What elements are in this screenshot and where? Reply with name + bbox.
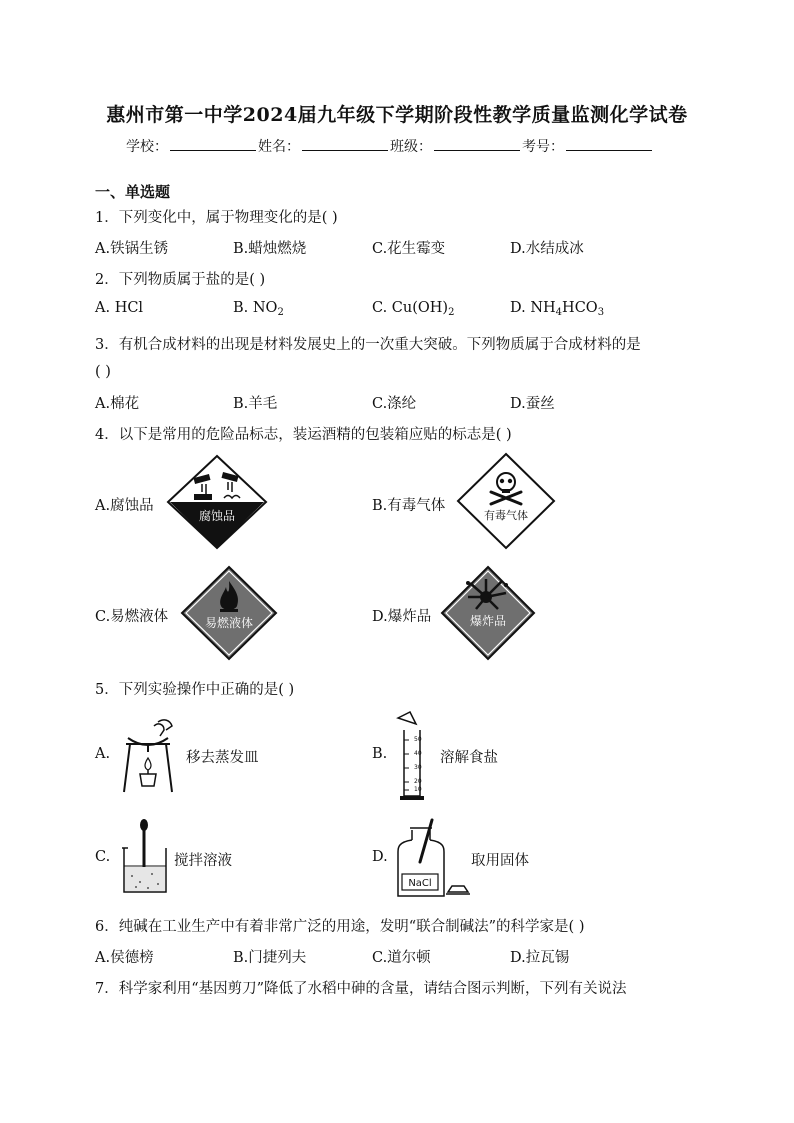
explosive-sign-label: 爆炸品 (469, 614, 507, 628)
q2-c-text: C. Cu(OH) (372, 300, 449, 316)
q6-option-c: C.道尔顿 (372, 950, 431, 966)
q2-d-sub2: 3 (597, 307, 605, 318)
toxic-gas-sign-icon (456, 452, 556, 550)
explosive-sign-icon (440, 565, 536, 661)
flammable-liquid-sign-label: 易燃液体 (204, 616, 254, 630)
q3-stem-line2: ( ) (95, 364, 111, 380)
q7-stem: 7．科学家利用“基因剪刀”降低了水稻中砷的含量，请结合图示判断，下列有关说法 (95, 981, 627, 997)
cylinder-mark-50: 50 (414, 736, 422, 743)
q3-option-b: B.羊毛 (233, 396, 278, 412)
q1-stem: 1．下列变化中，属于物理变化的是( ) (95, 210, 338, 226)
q3-stem-line1: 3．有机合成材料的出现是材料发展史上的一次重大突破。下列物质属于合成材料的是 (95, 337, 641, 353)
exam-title: 惠州市第一中学2024届九年级下学期阶段性教学质量监测化学试卷 (106, 104, 688, 126)
reagent-bottle-spatula-icon (394, 818, 470, 898)
q2-option-d (510, 300, 604, 318)
q3-option-a: A.棉花 (95, 396, 140, 412)
name-blank[interactable] (302, 136, 388, 151)
q2-option-a: A. HCl (95, 300, 144, 316)
number-label: 考号： (522, 139, 564, 155)
q5-caption-a: 移去蒸发皿 (186, 750, 259, 766)
q1-option-b: B.蜡烛燃烧 (233, 241, 307, 257)
q2-d-text2: HCO (562, 300, 598, 316)
cylinder-mark-20: 20 (414, 778, 422, 785)
section-heading: 一、单选题 (95, 183, 171, 201)
q4-stem: 4．以下是常用的危险品标志，装运酒精的包装箱应贴的标志是( ) (95, 427, 512, 443)
q6-option-b: B.门捷列夫 (233, 950, 307, 966)
q1-option-c: C.花生霉变 (372, 241, 446, 257)
q4-option-d: D.爆炸品 (372, 609, 432, 625)
q6-option-d: D.拉瓦锡 (510, 950, 570, 966)
evaporating-dish-setup-icon (120, 712, 176, 796)
q2-d-text1: D. NH (510, 300, 556, 316)
q5-option-d-letter: D. (372, 849, 388, 865)
toxic-gas-sign-label: 有毒气体 (484, 509, 528, 522)
q5-caption-c: 搅拌溶液 (174, 853, 232, 869)
q2-option-c (372, 300, 454, 318)
student-info-line (126, 136, 654, 156)
class-label: 班级： (390, 139, 432, 155)
q1-option-a: A.铁锅生锈 (95, 241, 169, 257)
q2-b-text: B. NO (233, 300, 278, 316)
graduated-cylinder-icon (392, 710, 432, 804)
bottle-label-text: NaCl (408, 878, 432, 889)
q5-option-a-letter: A. (95, 746, 111, 762)
q2-b-sub: 2 (277, 307, 284, 318)
corrosive-sign-icon (166, 454, 268, 550)
cylinder-mark-10: 10 (414, 786, 422, 793)
q3-option-d: D.蚕丝 (510, 396, 555, 412)
class-blank[interactable] (434, 136, 520, 151)
q2-stem: 2．下列物质属于盐的是( ) (95, 272, 266, 288)
cylinder-mark-30: 30 (414, 764, 422, 771)
q2-d-sub1: 4 (555, 307, 563, 318)
q4-option-c: C.易燃液体 (95, 609, 169, 625)
q4-option-a: A.腐蚀品 (95, 498, 154, 514)
number-blank[interactable] (566, 136, 652, 151)
name-label: 姓名： (258, 139, 300, 155)
q1-option-d: D.水结成冰 (510, 241, 584, 257)
q5-caption-d: 取用固体 (471, 853, 529, 869)
cylinder-mark-40: 40 (414, 750, 422, 757)
school-blank[interactable] (170, 136, 256, 151)
q5-option-b-letter: B. (372, 746, 388, 762)
q4-option-b: B.有毒气体 (372, 498, 446, 514)
flammable-liquid-sign-icon (180, 565, 278, 661)
q6-option-a: A.侯德榜 (95, 950, 154, 966)
q5-caption-b: 溶解食盐 (440, 750, 498, 766)
q5-option-c-letter: C. (95, 849, 111, 865)
q3-option-c: C.涤纶 (372, 396, 417, 412)
school-label: 学校： (126, 139, 168, 155)
corrosive-sign-label: 腐蚀品 (198, 509, 236, 523)
q2-option-b (233, 300, 284, 318)
q2-c-sub: 2 (448, 307, 455, 318)
beaker-stirring-icon (120, 818, 174, 896)
q6-stem: 6．纯碱在工业生产中有着非常广泛的用途，发明“联合制碱法”的科学家是( ) (95, 919, 585, 935)
q5-stem: 5．下列实验操作中正确的是( ) (95, 682, 295, 698)
